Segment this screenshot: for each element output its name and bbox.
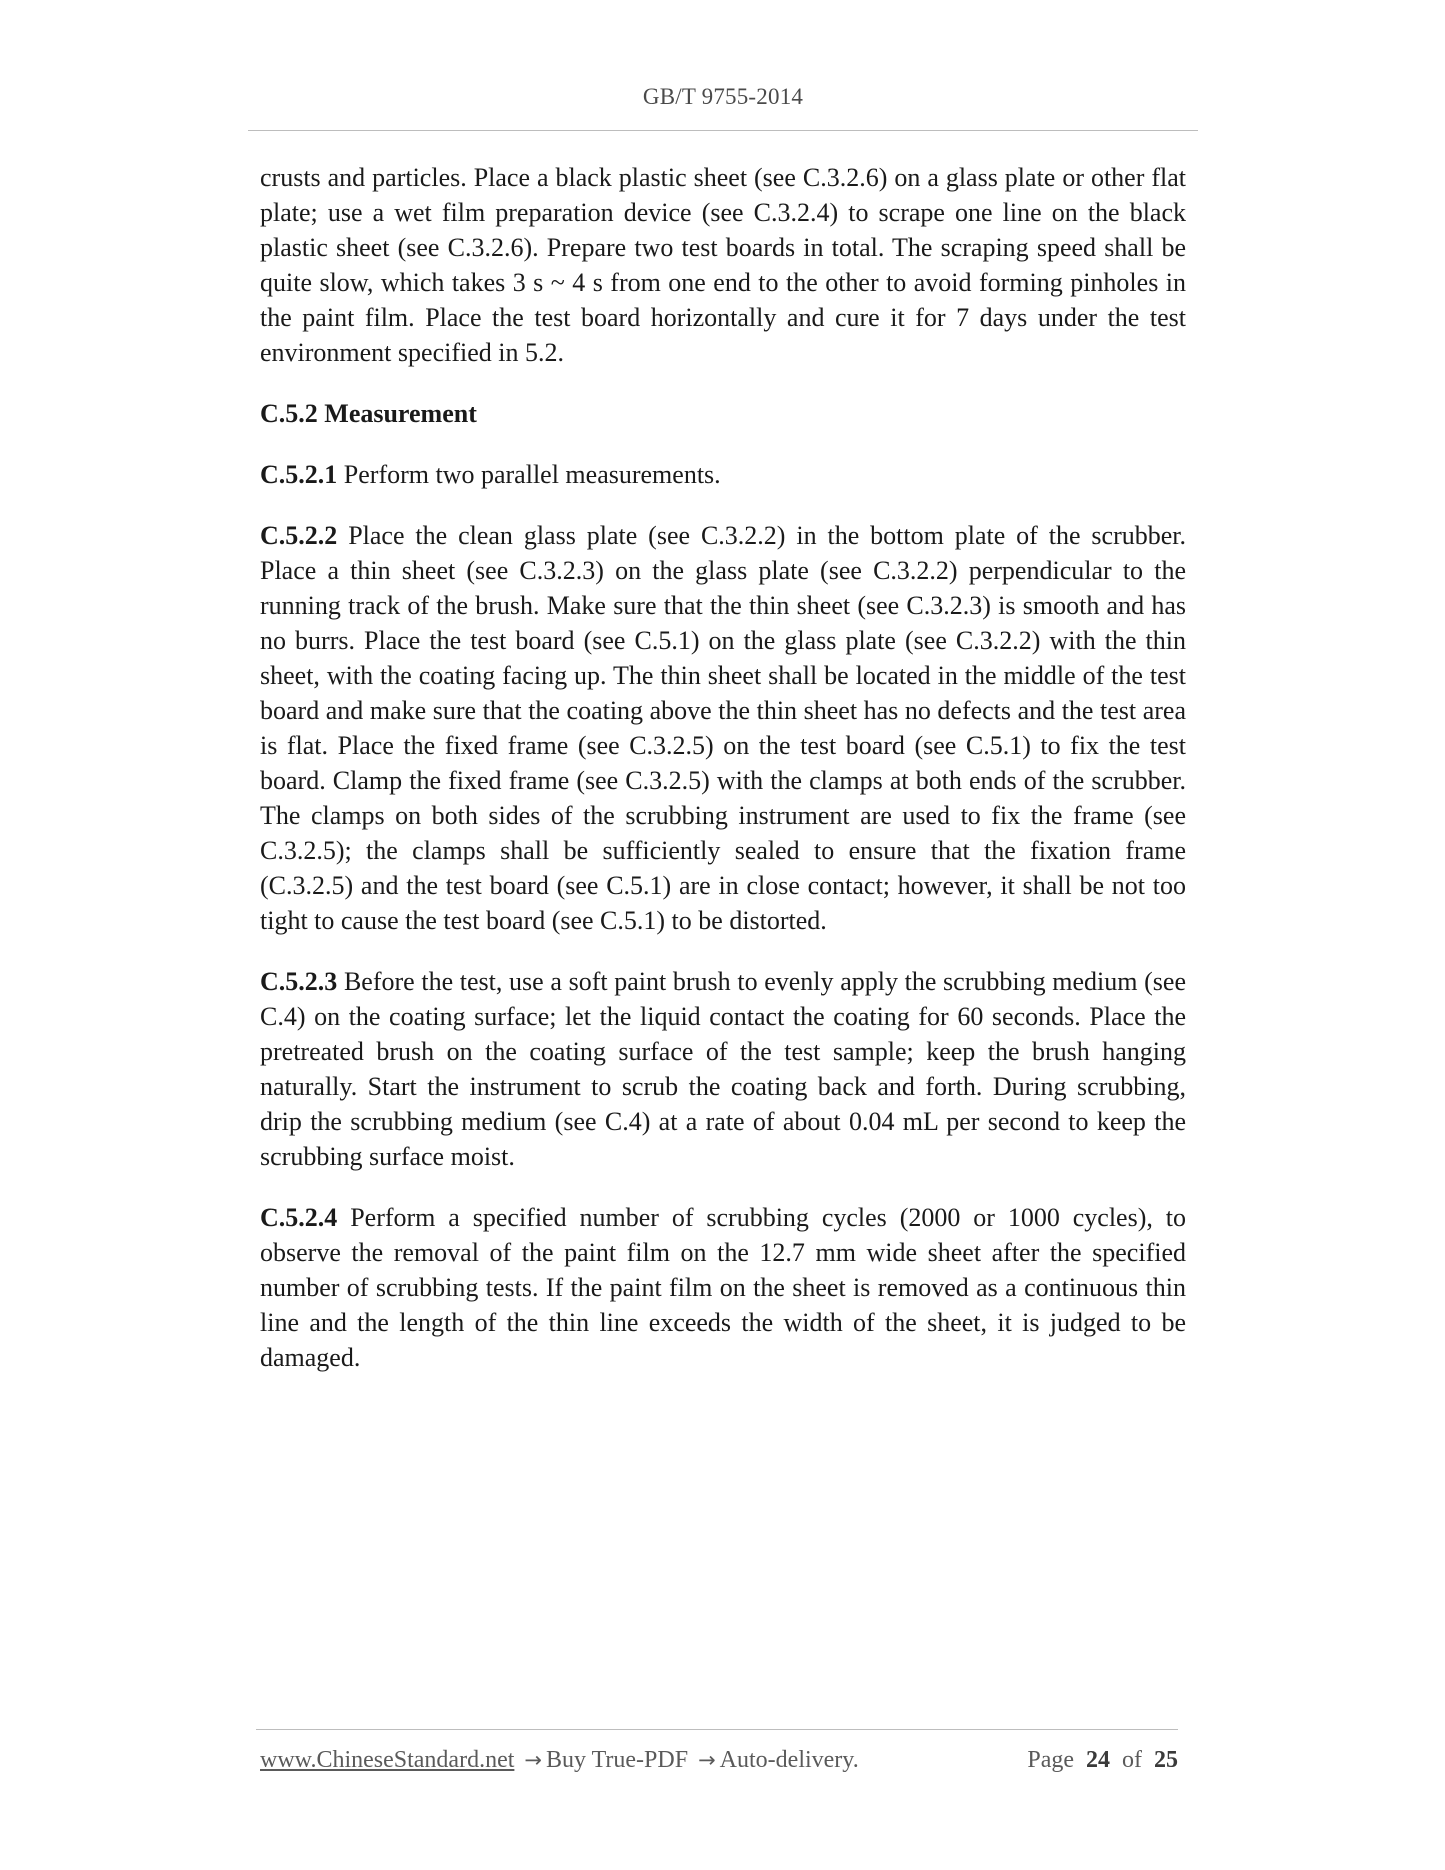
clause-c5-2-1 — [260, 457, 1186, 492]
website-link[interactable]: www.ChineseStandard.net — [260, 1747, 515, 1773]
current-page: 24 — [1086, 1747, 1110, 1773]
clause-number: C.5.2.3 — [260, 967, 338, 996]
total-pages: 25 — [1154, 1747, 1178, 1773]
section-heading: C.5.2 Measurement — [260, 399, 477, 428]
arrow-right-icon: → — [524, 1748, 542, 1772]
page-label: Page — [1027, 1747, 1074, 1773]
clause-number: C.5.2.1 — [260, 460, 338, 489]
page-body — [260, 160, 1186, 1401]
clause-c5-2-3 — [260, 964, 1186, 1174]
page-indicator — [1027, 1747, 1178, 1774]
clause-text: Perform a specified number of scrubbing cycles (2000 or 1000 cycles), to observe the removal of the paint film on the 12.7 mm wide sheet after the specified number of scrubbing tests. If the paint film on the sheet is removed as a continuous thin line and the length of the thin line exceeds the width of the sheet, it is judged to be damaged. — [260, 1203, 1186, 1372]
auto-delivery-text: Auto-delivery. — [719, 1747, 859, 1773]
clause-text: Place the clean glass plate (see C.3.2.2) in the bottom plate of the scrubber. Place a thin sheet (see C.3.2.3) on the glass plate (see C.3.2.2) perpendicular to the running track of the brush. Make sure that the thin sheet (see C.3.2.3) is smooth and has no burrs. Place the test board (see C.5.1) on the glass plate (see C.3.2.2) with the thin sheet, with the coating facing up. The thin sheet shall be located in the middle of the test board and make sure that the coating above the thin sheet has no defects and the test area is flat. Place the fixed frame (see C.3.2.5) on the test board (see C.5.1) to fix the test board. Clamp the fixed frame (see C.3.2.5) with the clamps at both ends of the scrubber. The clamps on both sides of the scrubbing instrument are used to fix the frame (see C.3.2.5); the clamps shall be sufficiently sealed to ensure that the fixation frame (C.3.2.5) and the test board (see C.5.1) are in close contact; however, it shall be not too tight to cause the test board (see C.5.1) to be distorted. — [260, 521, 1186, 935]
clause-c5-2-4 — [260, 1200, 1186, 1375]
clause-c5-2-2 — [260, 518, 1186, 938]
standard-code: GB/T 9755-2014 — [642, 84, 804, 109]
clause-text: Before the test, use a soft paint brush to evenly apply the scrubbing medium (see C.4) on the coating surface; let the liquid contact the coating for 60 seconds. Place the pretreated brush on the coating surface of the test sample; keep the brush hanging naturally. Start the instrument to scrub the coating back and forth. During scrubbing, drip the scrubbing medium (see C.4) at a rate of about 0.04 mL per second to keep the scrubbing surface moist. — [260, 967, 1186, 1171]
intro-paragraph: crusts and particles. Place a black plastic sheet (see C.3.2.6) on a glass plate or other flat plate; use a wet film preparation device (see C.3.2.4) to scrape one line on the black plastic sheet (see C.3.2.6). Prepare two test boards in total. The scraping speed shall be quite slow, which takes 3 s ~ 4 s from one end to the other to avoid forming pinholes in the paint film. Place the test board horizontally and cure it for 7 days under the test environment specified in 5.2. — [260, 163, 1186, 367]
footer-promo — [260, 1747, 859, 1774]
arrow-right-icon: → — [698, 1748, 716, 1772]
document-header — [248, 84, 1198, 110]
buy-pdf-text: Buy True-PDF — [546, 1747, 689, 1773]
clause-number: C.5.2.4 — [260, 1203, 338, 1232]
footer-divider — [256, 1729, 1178, 1730]
clause-text: Perform two parallel measurements. — [337, 460, 721, 489]
header-divider — [248, 130, 1198, 131]
page-of-label: of — [1122, 1747, 1142, 1773]
clause-number: C.5.2.2 — [260, 521, 338, 550]
